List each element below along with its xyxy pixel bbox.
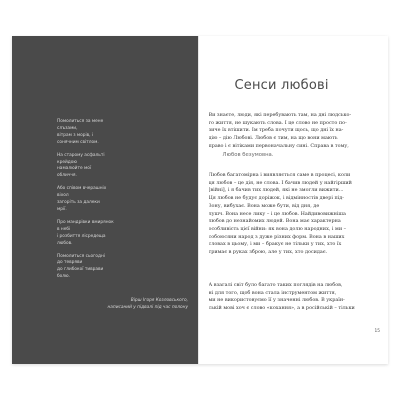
poem-line: загоріть за далеки: [57, 200, 100, 206]
text-line: го життя, не шукають слова. І це слово не просто по-: [208, 119, 347, 126]
poem: [57, 119, 187, 287]
poem-stanza: [57, 254, 187, 282]
poem-signature: [68, 298, 188, 312]
text-line: лушч. Вона несе лику – і це любов. Найдивовижніша: [208, 210, 346, 217]
chapter-title: Сенси любові: [234, 78, 329, 93]
text-line: любов до незнайомих людей. Вона має характерна: [208, 218, 341, 225]
poem-line: віхол: [57, 193, 69, 199]
poem-stanza: [57, 186, 187, 214]
subheading: Любов безумовна.: [222, 152, 274, 158]
text-line: Ви знаєте, люди, які перебувають там, на дні людсько-: [208, 112, 352, 118]
poem-line: в небі: [57, 226, 71, 232]
text-line: ми не використовуємо її у значенні любов. В україн-: [208, 297, 345, 304]
poem-line: Помолиться сьогодні: [57, 253, 106, 259]
paragraph-1: [209, 112, 377, 151]
poem-line: слъзами,: [57, 125, 78, 131]
right-page: [198, 36, 389, 364]
poem-stanza: [57, 153, 187, 181]
poem-line: сонячним світлом.: [57, 139, 99, 145]
poem-line: Про мандрівки вмирянок: [57, 219, 114, 225]
paragraph-2: [209, 172, 377, 257]
text-line: ській мові хоч є слово «кохання», а в російській – тільки: [208, 305, 355, 312]
poem-line: крейдою: [57, 159, 77, 165]
text-line: собоюсяни народ з дуже різних форм. Вона в наших: [208, 233, 345, 240]
text-line: ця любов – це дія, не слова. І бачив людей у найгірший: [208, 179, 352, 186]
poem-line: до тевряви: [57, 260, 83, 266]
text-line: ні для того, щоб вона стала інструментом життя,: [208, 289, 337, 296]
text-line: [війні], і я бачив тих людей, які не змогли вижити...: [208, 187, 344, 194]
text-line: Любов багатомірна і виявляється саме в процесі, коли: [208, 172, 351, 178]
poem-line: і розбиття лісредеща: [57, 233, 106, 239]
poem-line: до глибокої тиврави: [57, 267, 104, 273]
poem-line: На старому асфальті: [57, 152, 105, 158]
poem-line: болю.: [57, 274, 71, 280]
signature-line: Вірш Ігоря Козловського,: [130, 298, 188, 303]
poem-line: любов.: [57, 240, 73, 246]
text-line: особливість цієї війни: як вона долю народних, і ми –: [208, 225, 347, 232]
poem-line: Або співом вчерашніх: [57, 186, 107, 192]
poem-line: вітрам з морів, і: [57, 132, 94, 138]
paragraph-3: [209, 282, 377, 313]
text-line: Зону, вибухає. Вона може бути, від дня, де: [208, 202, 320, 209]
text-line: право і є вітіками первоначальну сині. Справа в тому,: [208, 142, 349, 149]
poem-line: намалюйте мої: [57, 166, 92, 172]
poem-stanza: [57, 119, 187, 147]
poem-line: Помолиться за мене: [57, 119, 104, 124]
left-page: [12, 36, 198, 364]
text-line: зиче їх втішити. Їм треба почути щось, що дні їх на-: [208, 127, 344, 134]
book-spread: [12, 36, 388, 364]
poem-line: мрії.: [57, 206, 67, 212]
signature-line: написаний у підвалі під час полону: [107, 304, 188, 310]
text-line: словах в цьому, і ми – бракує не тільки у тих, хто їх: [208, 241, 342, 248]
text-line: дію – дію Любові. Любов є тим, на що вони мають: [208, 135, 338, 142]
page-number: 15: [374, 329, 380, 334]
poem-line: обличчя.: [57, 173, 77, 179]
text-line: тримає в руках зброю, але у тих, хто досидає.: [208, 249, 328, 256]
poem-stanza: [57, 220, 187, 248]
text-line: Ця любов не будує доріжок, і відмінностів двері під-: [208, 195, 344, 202]
text-line: А взагалі світ було багато таких поглядів на любов,: [208, 282, 343, 288]
